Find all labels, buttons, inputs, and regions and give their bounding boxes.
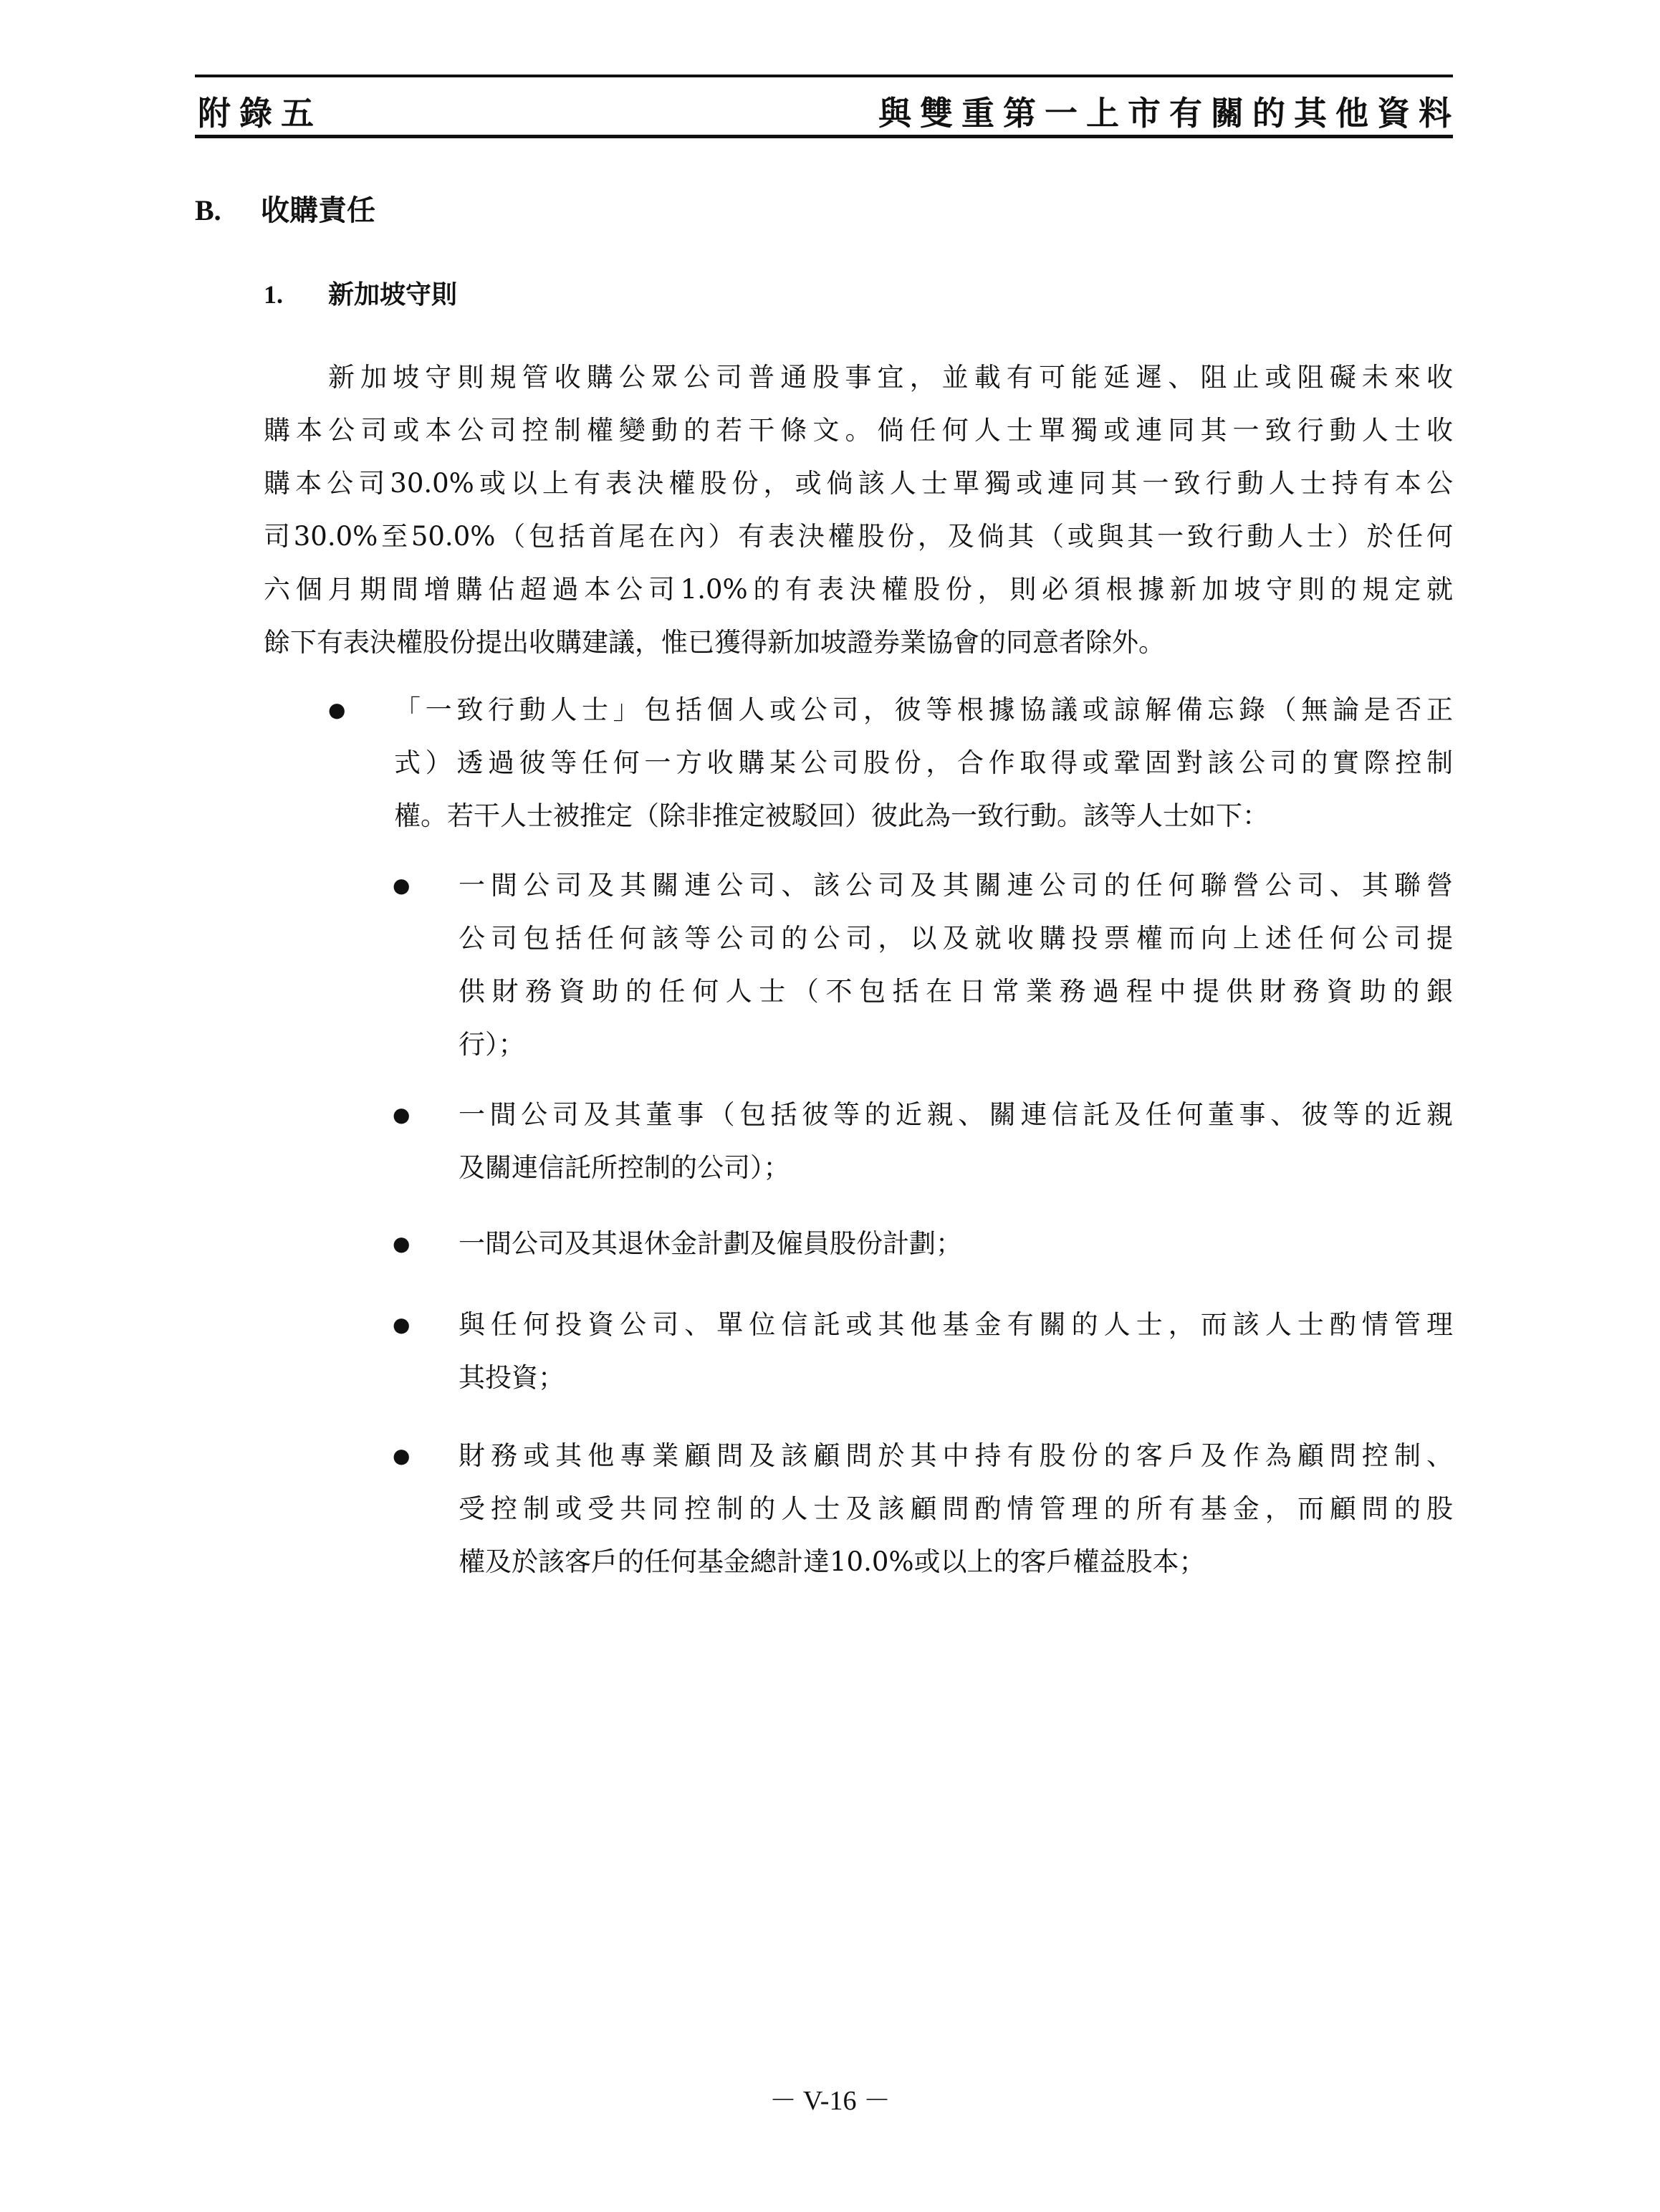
bullet-line: 「一致行動人士」包括個人或公司，彼等根據協議或諒解備忘錄（無論是否正 <box>394 694 1453 725</box>
section-heading <box>195 188 375 229</box>
sub-bullet-line: 財務或其他專業顧問及該顧問於其中持有股份的客戶及作為顧問控制、 <box>459 1440 1453 1471</box>
paragraph-line: 新加坡守則規管收購公眾公司普通股事宜，並載有可能延遲、阻止或阻礙未來收 <box>328 362 1453 393</box>
sub-bullet-line: 權及於該客戶的任何基金總計達10.0%或以上的客戶權益股本； <box>459 1546 1206 1577</box>
bullet-icon: ● <box>393 1313 411 1336</box>
bullet-icon: ● <box>328 698 346 722</box>
sub-bullet-line: 一間公司及其退休金計劃及僱員股份計劃； <box>459 1228 962 1259</box>
sub-bullet-line: 行）； <box>459 1029 525 1060</box>
section-title: 收購責任 <box>261 193 375 227</box>
paragraph-line: 餘下有表決權股份提出收購建議，惟已獲得新加坡證券業協會的同意者除外。 <box>264 627 1165 658</box>
sub-bullet-text <box>459 1217 1453 1270</box>
paragraph-line: 六個月期間增購佔超過本公司1.0%的有表決權股份，則必須根據新加坡守則的規定就 <box>264 574 1453 605</box>
sub-bullet-line: 供財務資助的任何人士（不包括在日常業務過程中提供財務資助的銀 <box>459 976 1453 1007</box>
page-header <box>195 75 1460 138</box>
sub-bullet-line: 其投資； <box>459 1362 565 1393</box>
paragraph-line: 購本公司30.0%或以上有表決權股份，或倘該人士單獨或連同其一致行動人士持有本公 <box>264 468 1453 499</box>
header-rule-top <box>195 75 1453 77</box>
sub-bullet-line: 一間公司及其關連公司、該公司及其關連公司的任何聯營公司、其聯營 <box>459 870 1453 901</box>
sub-bullet-line: 及關連信託所控制的公司）； <box>459 1152 790 1183</box>
paragraph-line: 購本公司或本公司控制權變動的若干條文。倘任何人士單獨或連同其一致行動人士收 <box>264 415 1453 446</box>
page-number: － V-16 － <box>769 2086 891 2116</box>
sub-bullet-text <box>459 859 1453 1071</box>
appendix-label: 附錄五 <box>198 94 322 133</box>
appendix-title: 與雙重第一上市有關的其他資料 <box>878 94 1460 133</box>
sub-bullet-line: 一間公司及其董事（包括彼等的近親、關連信託及任何董事、彼等的近親 <box>459 1099 1453 1130</box>
subsection-title: 新加坡守則 <box>328 279 458 310</box>
sub-bullet-text <box>459 1088 1453 1194</box>
bullet-icon: ● <box>393 1232 411 1255</box>
subsection-heading <box>264 274 457 311</box>
header-rule-bottom <box>195 135 1453 138</box>
bullet-line: 權。若干人士被推定（除非推定被駁回）彼此為一致行動。該等人士如下： <box>394 800 1269 831</box>
bullet-icon: ● <box>393 873 411 897</box>
bullet-icon: ● <box>393 1103 411 1126</box>
intro-paragraph <box>264 351 1453 669</box>
bullet-text <box>394 684 1453 843</box>
bullet-line: 式）透過彼等任何一方收購某公司股份，合作取得或鞏固對該公司的實際控制 <box>394 747 1453 778</box>
sub-bullet-line: 公司包括任何該等公司的公司，以及就收購投票權而向上述任何公司提 <box>459 923 1453 954</box>
sub-bullet-line: 受控制或受共同控制的人士及該顧問酌情管理的所有基金，而顧問的股 <box>459 1493 1453 1524</box>
paragraph-line: 司30.0%至50.0%（包括首尾在內）有表決權股份，及倘其（或與其一致行動人士）於任何 <box>264 521 1453 552</box>
sub-bullet-text <box>459 1430 1453 1589</box>
sub-bullet-line: 與任何投資公司、單位信託或其他基金有關的人士，而該人士酌情管理 <box>459 1309 1453 1340</box>
section-number: B. <box>195 194 221 226</box>
subsection-number: 1. <box>264 280 283 309</box>
sub-bullet-text <box>459 1298 1453 1404</box>
bullet-icon: ● <box>393 1444 411 1468</box>
